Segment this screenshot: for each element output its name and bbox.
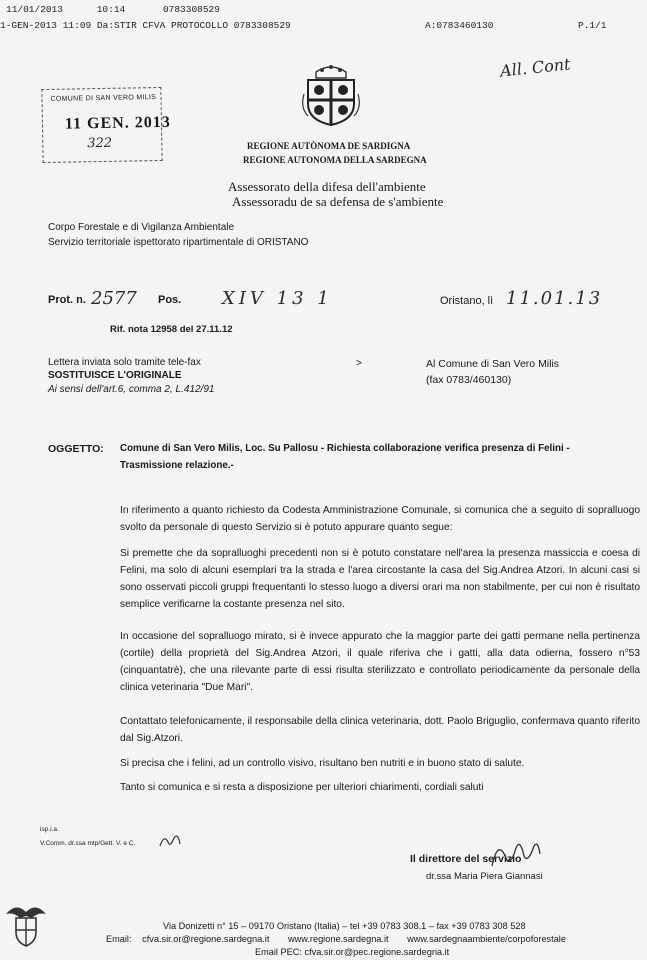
footnote-line1: isp.i.a. bbox=[40, 826, 59, 833]
arrow-marker: > bbox=[356, 358, 362, 369]
position-label: Pos. bbox=[158, 294, 182, 306]
reference-note: Rif. nota 12958 del 27.11.12 bbox=[110, 324, 233, 335]
footer-web-link-1[interactable]: www.regione.sardegna.it bbox=[287, 934, 389, 944]
footer-email-row bbox=[106, 934, 566, 944]
subject-line1: Comune di San Vero Milis, Loc. Su Pallosu - Richiesta collaborazione verifica presenza di Felini - bbox=[120, 443, 570, 454]
protocol-label: Prot. n. bbox=[48, 294, 86, 306]
body-paragraph-4: Contattato telefonicamente, il responsabile della clinica veterinaria, dott. Paolo Briguglio, confermava quanto riferito dal Sig.Atzori. bbox=[120, 716, 640, 744]
protocol-number: 2577 bbox=[91, 288, 137, 309]
stamp-date: 11 GEN. 2013 bbox=[64, 113, 171, 133]
footnote-line2: V.Comm. dr.ssa mtp/Gett. V. e C. bbox=[40, 840, 136, 847]
fax-recipient: A:0783460130 bbox=[425, 20, 494, 31]
body-paragraph-6: Tanto si comunica e si resta a disposizione per ulteriori chiarimenti, cordiali saluti bbox=[120, 782, 484, 793]
subject-line2: Trasmissione relazione.- bbox=[120, 460, 234, 471]
handwritten-note: All. Cont bbox=[499, 54, 572, 81]
footer-email-link[interactable]: cfva.sir.or@regione.sardegna.it bbox=[142, 934, 270, 944]
footer-address: Via Donizetti n° 15 – 09170 Oristano (Italia) – tel +39 0783 308.1 – fax +39 0783 308 528 bbox=[163, 921, 526, 931]
body-paragraph-1: In riferimento a quanto richiesto da Codesta Amministrazione Comunale, si comunica che a seguito di sopralluogo svolto da personale di questo Servizio si è potuto appurare quanto segue: bbox=[120, 505, 640, 533]
department-line1: Assessorato della difesa dell'ambiente bbox=[228, 179, 426, 194]
stamp-number: 322 bbox=[87, 135, 113, 152]
receipt-stamp bbox=[41, 87, 171, 163]
coat-of-arms-icon bbox=[302, 64, 360, 126]
handwritten-signature-icon bbox=[488, 834, 544, 874]
office-line2: Servizio territoriale ispettorato ripartimentale di ORISTANO bbox=[48, 237, 309, 248]
body-paragraph-3: In occasione del sopralluogo mirato, si è invece appurato che la maggior parte dei gatti permane nella pertinenza (cortile) della proprietà del Sig.Andrea Atzori, il quale riferiva che i gatti, alla data odierna, fossero n°53 (cinquantatrè), che una rilevante parte di essi risulta sterilizzato e controllato periodicamente da personale della clinica veterinaria "Due Mari". bbox=[120, 631, 640, 693]
institution-name-italian: REGIONE AUTONOMA DELLA SARDEGNA bbox=[243, 155, 427, 165]
footer-pec[interactable]: Email PEC: cfva.sir.or@pec.regione.sardegna.it bbox=[255, 947, 450, 957]
fax-page: P.1/1 bbox=[578, 20, 607, 31]
place-label: Oristano, lì bbox=[440, 295, 494, 307]
letter-date: 11.01.13 bbox=[506, 288, 603, 309]
fax-header-line1 bbox=[6, 4, 220, 15]
initials-signature-icon bbox=[158, 832, 182, 850]
department-line2: Assessoradu de sa defensa de s'ambiente bbox=[232, 194, 444, 209]
fax-number: 0783308529 bbox=[162, 4, 220, 15]
forestry-corps-logo-icon bbox=[2, 896, 50, 952]
signature-name: dr.ssa Maria Piera Giannasi bbox=[426, 871, 543, 882]
institution-name-sardinian: REGIONE AUTÒNOMA DE SARDIGNA bbox=[247, 141, 411, 151]
fax-date: 11/01/2013 bbox=[6, 4, 64, 15]
body-paragraph-5: Si precisa che i felini, ad un controllo visivo, risultano ben nutriti e in buono stato di salute. bbox=[120, 758, 525, 769]
stamp-title: COMUNE DI SAN VERO MILIS bbox=[50, 94, 157, 103]
office-line1: Corpo Forestale e di Vigilanza Ambientale bbox=[48, 222, 235, 233]
delivery-line3: Ai sensi dell'art.6, comma 2, L.412/91 bbox=[48, 384, 215, 395]
position-value: XIV 13 1 bbox=[222, 288, 333, 309]
subject-label: OGGETTO: bbox=[48, 443, 104, 455]
footer-web-link-2[interactable]: www.sardegnaambiente/corpoforestale bbox=[407, 934, 566, 944]
signature-title: Il direttore del servizio bbox=[410, 853, 522, 865]
footer-email-label: Email: bbox=[106, 934, 132, 944]
fax-time: 10:14 bbox=[96, 4, 126, 15]
recipient-line1: Al Comune di San Vero Milis bbox=[426, 358, 560, 370]
fax-header-line2: 1-GEN-2013 11:09 Da:STIR CFVA PROTOCOLLO 0783308529 bbox=[0, 20, 291, 31]
body-paragraph-2: Si premette che da sopralluoghi precedenti non si è potuto constatare nell'area la presenza massiccia e coesa di Felini, ma solo di alcuni esemplari tra la strada e l'area circostante la casa del Sig.Andrea Atzori. In alcuni casi si sono osservati piccoli gruppi frequentanti lo stesso luogo a diversi orari ma non stabilmente, per cui non è risultato semplice verificarne la costante presenza nel sito. bbox=[120, 548, 640, 610]
delivery-line2: SOSTITUISCE L'ORIGINALE bbox=[48, 370, 182, 381]
recipient-line2: (fax 0783/460130) bbox=[426, 374, 512, 386]
delivery-line1: Lettera inviata solo tramite tele-fax bbox=[48, 357, 201, 368]
